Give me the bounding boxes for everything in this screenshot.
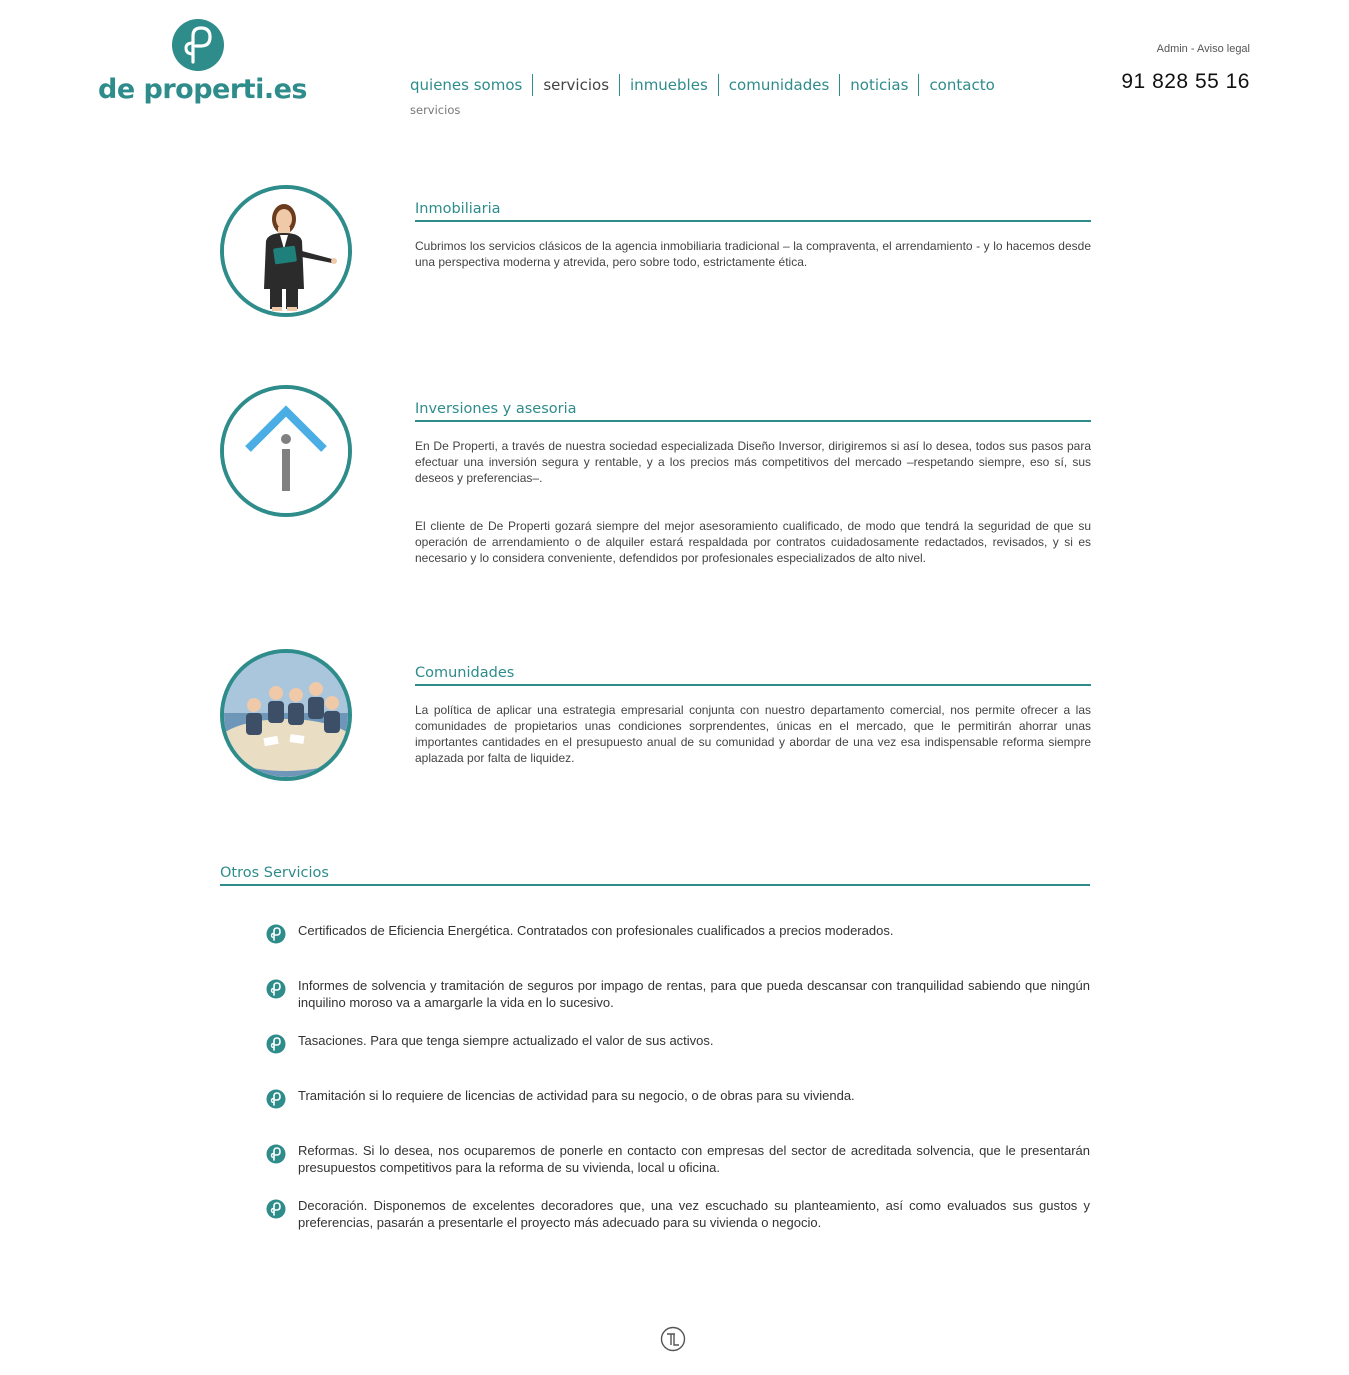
aviso-legal-link[interactable]: Aviso legal (1197, 43, 1250, 55)
breadcrumb: servicios (410, 103, 461, 117)
nav-item-servicios[interactable]: servicios (532, 74, 619, 96)
otros-servicios-item: Tasaciones. Para que tenga siempre actualizado el valor de sus activos. (298, 1033, 714, 1048)
businesswoman-icon (224, 189, 348, 313)
properti-p-icon (266, 1199, 286, 1219)
nav-item-quienes-somos[interactable]: quienes somos (410, 76, 523, 94)
section-text-comunidades (415, 702, 1091, 798)
nav-item-noticias[interactable]: noticias (839, 74, 918, 96)
section-text-inversiones (415, 438, 1091, 598)
admin-link[interactable]: Admin (1156, 43, 1188, 55)
section-paragraph: La política de aplicar una estrategia empresarial conjunta con nuestro departamento comercial, nos permite ofrecer a las comunidades de propietarios unas condiciones sorprendentes, únicas en el mercado, que le permitirán ahorrar unas importantes cantidades en el presupuesto anual de su comunidad y abordar de una vez esa indispensable reforma siempre aplazada por falta de liquidez. (415, 703, 1091, 765)
top-links (1157, 43, 1250, 55)
otros-servicios-title: Otros Servicios (220, 865, 1090, 886)
section-title-inmobiliaria: Inmobiliaria (415, 201, 1091, 222)
otros-servicios-item: Reformas. Si lo desea, nos ocuparemos de ponerle en contacto con empresas del sector de acreditada solvencia, que le presentarán presupuestos competitivos para la reforma de su vivienda, local u oficina. (298, 1143, 1090, 1175)
section-title-inversiones: Inversiones y asesoria (415, 401, 1091, 422)
nav-item-comunidades[interactable]: comunidades (718, 74, 840, 96)
house-info-icon (224, 389, 348, 513)
footer-logo[interactable] (660, 1326, 686, 1352)
section-paragraph: En De Properti, a través de nuestra sociedad especializada Diseño Inversor, dirigiremos si así lo desea, todos sus pasos para efectuar una inversión segura y rentable, y a los precios más competitivos del mercado –respetando siempre, eso sí, sus deseos y preferencias–. (415, 439, 1091, 485)
section-paragraph: Cubrimos los servicios clásicos de la agencia inmobiliaria tradicional – la compraventa, el arrendamiento - y lo hacemos desde una perspectiva moderna y atrevida, pero sobre todo, estrictamente ética. (415, 239, 1091, 269)
phone-number: 91 828 55 16 (1121, 70, 1250, 93)
top-links-separator: - (1190, 43, 1195, 55)
section-text-inmobiliaria (415, 238, 1091, 302)
main-nav (410, 72, 1005, 98)
properti-p-icon (266, 1089, 286, 1109)
otros-servicios-item: Decoración. Disponemos de excelentes decoradores que, una vez escuchado su planteamiento, así como evaluados sus gustos y preferencias, pasarán a presentarle el proyecto más adecuado para su vivienda o negocio. (298, 1198, 1090, 1230)
nav-item-inmuebles[interactable]: inmuebles (619, 74, 718, 96)
properti-p-icon (266, 1034, 286, 1054)
nav-item-contacto[interactable]: contacto (918, 74, 1004, 96)
logo-text: de properti.es (98, 74, 307, 105)
otros-servicios-item: Certificados de Eficiencia Energética. Contratados con profesionales cualificados a precios moderados. (298, 923, 894, 938)
otros-servicios-item: Tramitación si lo requiere de licencias de actividad para su negocio, o de obras para su vivienda. (298, 1088, 855, 1103)
otros-servicios-item: Informes de solvencia y tramitación de seguros por impago de rentas, para que pueda descansar con tranquilidad sabiendo que ningún inquilino moroso va a amargarle la vida en lo sucesivo. (298, 978, 1090, 1010)
properti-p-icon (266, 1144, 286, 1164)
section-paragraph: El cliente de De Properti gozará siempre del mejor asesoramiento cualificado, de modo que tendrá la seguridad de que su operación de arrendamiento o de alquiler estará respaldada por contratos cuidadosamente redactados, revisados, y si es necesario y lo considera conveniente, defendidos por profesionales especializados de alto nivel. (415, 519, 1091, 565)
inmobiliaria-image (220, 185, 352, 317)
properti-p-icon (266, 979, 286, 999)
properti-p-icon (266, 924, 286, 944)
section-title-comunidades: Comunidades (415, 665, 1091, 686)
site-logo[interactable] (98, 18, 308, 110)
meeting-group-icon (224, 653, 348, 777)
inversiones-image (220, 385, 352, 517)
comunidades-image (220, 649, 352, 781)
tl-circle-icon (660, 1326, 686, 1352)
